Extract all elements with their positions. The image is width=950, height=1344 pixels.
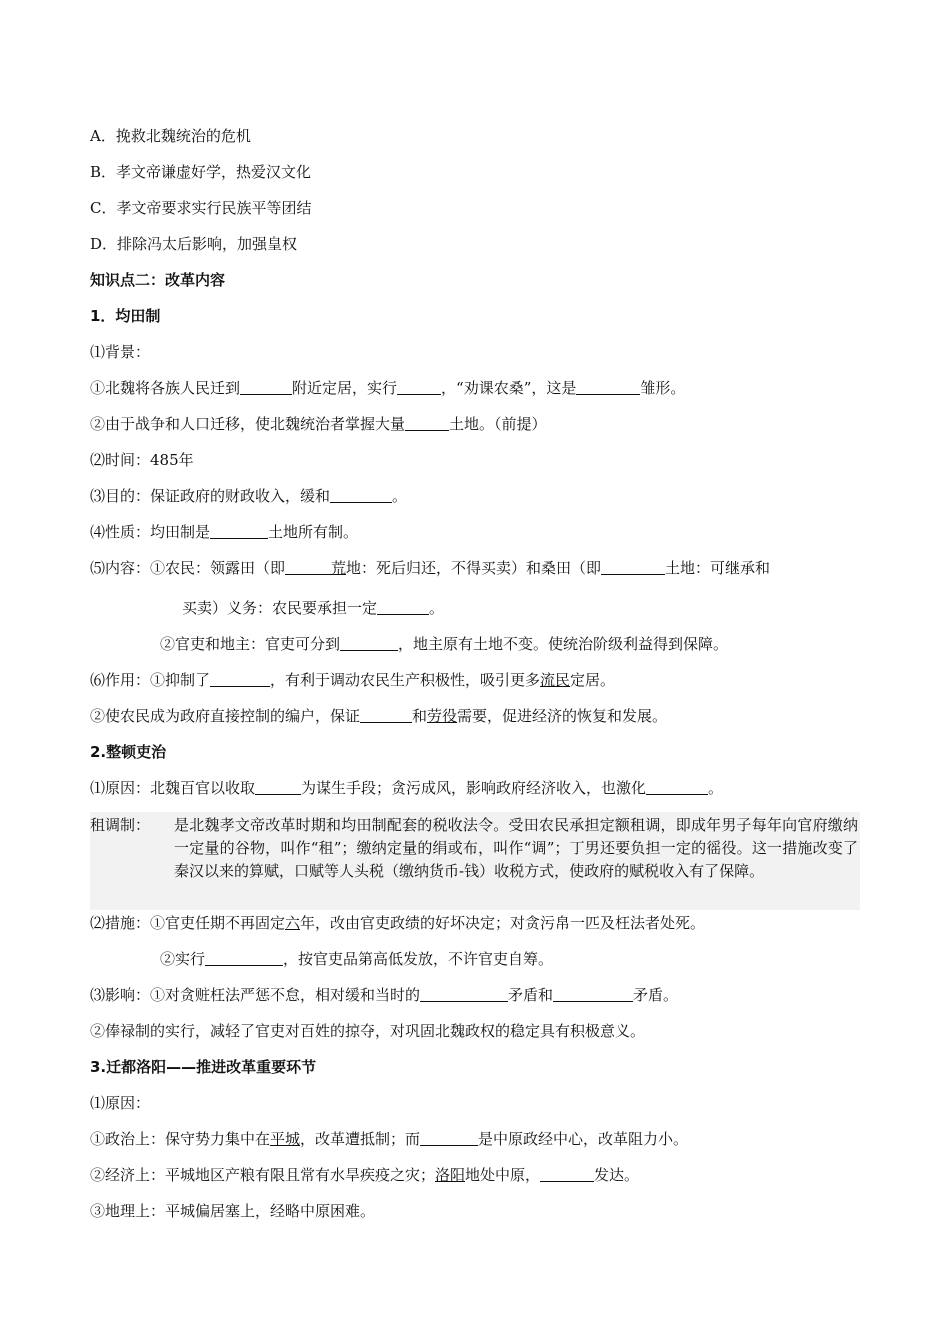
subsection-title-land: 1．均田制 [90,307,161,325]
fill-blank [210,523,268,539]
section-heading: 知识点二：改革内容 [90,271,226,289]
option-a: A．挽救北魏统治的危机 [90,127,251,145]
fill-blank [540,1166,594,1182]
fill-blank [576,379,640,395]
time-line: ⑵时间：485年 [90,451,194,469]
capital-reason-label: ⑴原因： [90,1094,151,1112]
fill-blank [420,986,508,1002]
fill-blank [377,599,429,615]
officials-reason-line: ⑴原因：北魏百官以收取 为谋生手段；贪污成风，影响政府经济收入，也激化 。 [90,779,724,797]
measure-line-1: ⑵措施：①官吏任期不再固定六年，改由官吏政绩的好坏决定；对贪污帛一匹及枉法者处死。 [90,914,706,932]
fill-blank [553,986,633,1002]
option-b: B．孝文帝谦虚好学，热爱汉文化 [90,163,312,181]
fill-blank [285,559,331,575]
geographic-reason: ③地理上：平城偏居塞上，经略中原困难。 [90,1202,376,1220]
content-line-2: 买卖）义务：农民要承担一定 。 [182,599,445,617]
background-label: ⑴背景： [90,343,151,361]
fill-blank [405,415,449,431]
option-d: D．排除冯太后影响，加强皇权 [90,235,298,253]
background-item-2: ②由于战争和人口迁移，使北魏统治者掌握大量 土地。（前提） [90,415,547,433]
content-line-1: ⑸内容：①农民：领露田（即 荒地：死后归还，不得买卖）和桑田（即 土地：可继承和 [90,559,771,577]
nature-line: ⑷性质：均田制是 土地所有制。 [90,523,359,541]
purpose-line: ⑶目的：保证政府的财政收入，缓和 。 [90,487,408,505]
subsection-title-capital: 3.迁都洛阳——推进改革重要环节 [90,1058,317,1076]
measure-line-2: ②实行 ，按官吏品第高低发放，不许官吏自筹。 [160,950,554,968]
fill-blank [330,487,392,503]
background-item-1: ①北魏将各族人民迁到 附近定居，实行 ，“劝课农桑”，这是 雏形。 [90,379,686,397]
note-body: 是北魏孝文帝改革时期和均田制配套的税收法令。受田农民承担定额租调，即成年男子每年向官府缴纳一定量的谷物，叫作“租”；缴纳定量的绢或布，叫作“调”；丁男还要负担一定的徭役。这一措施改变了秦汉以来的算赋，口赋等人头税（缴纳货币-钱）收税方式，使政府的赋税收入有了保障。 [174,816,858,880]
fill-blank [397,379,441,395]
effect-line-2: ②使农民成为政府直接控制的编户，保证 和劳役需要，促进经济的恢复和发展。 [90,707,668,725]
fill-blank [601,559,665,575]
fill-blank [255,779,301,795]
political-reason: ①政治上：保守势力集中在平城，改革遭抵制；而 是中原政经中心，改革阻力小。 [90,1130,689,1148]
effect-line-1: ⑹作用：①抑制了 ，有利于调动农民生产积极性，吸引更多流民定居。 [90,671,616,689]
impact-line-2: ②俸禄制的实行，减轻了官吏对百姓的掠夺，对巩固北魏政权的稳定具有积极意义。 [90,1022,646,1040]
fill-blank [340,635,398,651]
tax-system-note [90,812,860,910]
subsection-title-officials: 2.整顿吏治 [90,743,167,761]
option-c: C．孝文帝要求实行民族平等团结 [90,199,312,217]
fill-blank [420,1130,478,1146]
impact-line-1: ⑶影响：①对贪赃枉法严惩不怠，相对缓和当时的 矛盾和 矛盾。 [90,986,679,1004]
content-line-3: ②官吏和地主：官吏可分到 ，地主原有土地不变。使统治阶级利益得到保障。 [160,635,729,653]
fill-blank [646,779,708,795]
note-label: 租调制： [90,816,151,834]
fill-blank [205,950,283,966]
fill-blank [360,707,412,723]
fill-blank [240,379,292,395]
fill-blank [210,671,270,687]
economic-reason: ②经济上：平城地区产粮有限且常有水旱疾疫之灾；洛阳地处中原， 发达。 [90,1166,640,1184]
